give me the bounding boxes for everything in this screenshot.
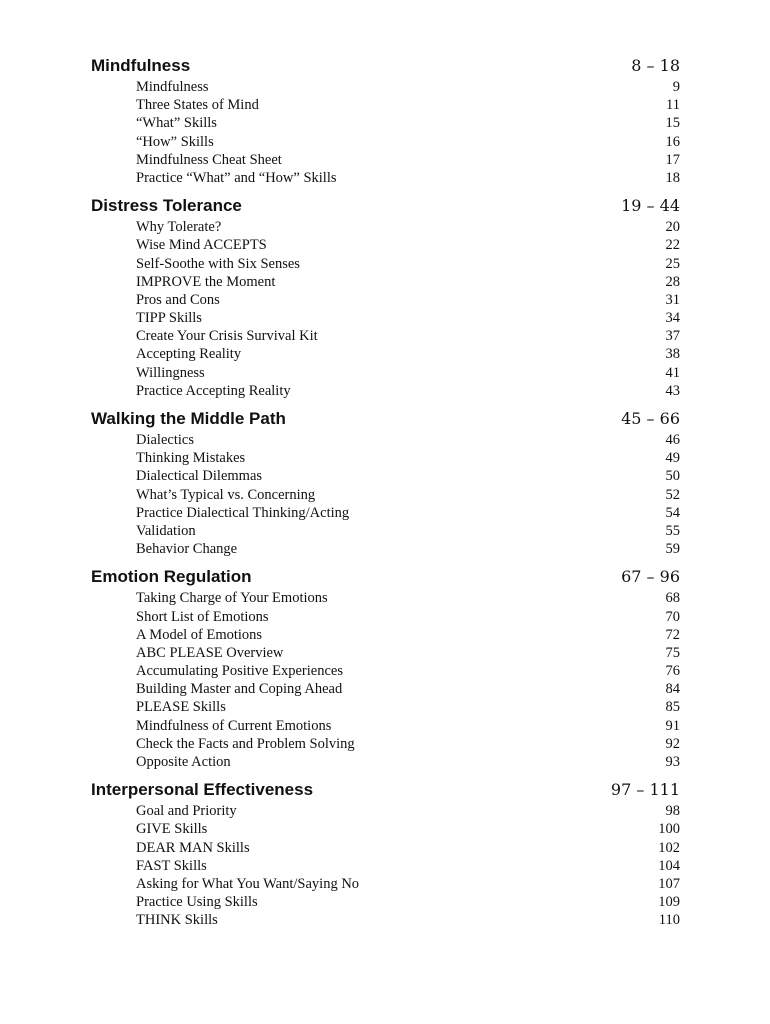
entry-title: Practice Dialectical Thinking/Acting bbox=[136, 504, 350, 521]
entry-page-number: 104 bbox=[658, 857, 680, 874]
section-header bbox=[91, 567, 680, 589]
entry-title: DEAR MAN Skills bbox=[136, 839, 250, 856]
entry-page-number: 68 bbox=[665, 590, 680, 607]
entry-title: A Model of Emotions bbox=[136, 626, 263, 643]
entry-title: Self-Soothe with Six Senses bbox=[136, 255, 300, 272]
section-title: Interpersonal Effectiveness bbox=[91, 780, 314, 800]
entry-page-number: 91 bbox=[665, 717, 680, 734]
section-header bbox=[91, 409, 680, 431]
entry-title: THINK Skills bbox=[136, 912, 218, 929]
toc-section bbox=[91, 567, 680, 772]
section-title: Emotion Regulation bbox=[91, 567, 252, 587]
entry-title: Three States of Mind bbox=[136, 97, 259, 114]
toc-entry bbox=[91, 840, 680, 858]
entry-title: What’s Typical vs. Concerning bbox=[136, 486, 316, 503]
toc-entry bbox=[91, 645, 680, 663]
entry-page-number: 85 bbox=[665, 699, 680, 716]
entry-title: Behavior Change bbox=[136, 541, 238, 558]
entry-page-number: 109 bbox=[658, 894, 680, 911]
section-title: Distress Tolerance bbox=[91, 196, 242, 216]
toc-entry bbox=[91, 432, 680, 450]
toc-entry bbox=[91, 487, 680, 505]
entry-page-number: 55 bbox=[665, 522, 680, 539]
entry-title: Mindfulness Cheat Sheet bbox=[136, 151, 282, 168]
entry-page-number: 11 bbox=[666, 97, 680, 114]
entry-page-number: 49 bbox=[665, 450, 680, 467]
toc-entry bbox=[91, 894, 680, 912]
toc-entry bbox=[91, 383, 680, 401]
entry-page-number: 38 bbox=[665, 346, 680, 363]
entry-title: Validation bbox=[136, 522, 196, 539]
toc-entry bbox=[91, 365, 680, 383]
toc-entry bbox=[91, 256, 680, 274]
toc-section bbox=[91, 780, 680, 930]
section-page-range: 67 – 96 bbox=[621, 567, 680, 587]
toc-entry bbox=[91, 803, 680, 821]
entry-title: FAST Skills bbox=[136, 857, 207, 874]
toc-entry bbox=[91, 237, 680, 255]
toc-entry bbox=[91, 590, 680, 608]
entry-page-number: 72 bbox=[665, 626, 680, 643]
toc-entry bbox=[91, 876, 680, 894]
entry-page-number: 18 bbox=[665, 169, 680, 186]
table-of-contents bbox=[91, 56, 680, 939]
entry-page-number: 54 bbox=[665, 504, 680, 521]
entry-title: Accumulating Positive Experiences bbox=[136, 663, 343, 680]
entry-title: Check the Facts and Problem Solving bbox=[136, 735, 355, 752]
toc-entry bbox=[91, 609, 680, 627]
entry-page-number: 75 bbox=[665, 644, 680, 661]
section-header bbox=[91, 56, 680, 78]
entry-page-number: 107 bbox=[658, 875, 680, 892]
toc-entry bbox=[91, 821, 680, 839]
entry-title: Practice Using Skills bbox=[136, 894, 258, 911]
entry-title: Building Master and Coping Ahead bbox=[136, 681, 343, 698]
entry-page-number: 84 bbox=[665, 681, 680, 698]
toc-entry bbox=[91, 736, 680, 754]
entry-page-number: 20 bbox=[665, 219, 680, 236]
entry-page-number: 37 bbox=[665, 328, 680, 345]
toc-entry bbox=[91, 912, 680, 930]
entry-title: Practice “What” and “How” Skills bbox=[136, 169, 337, 186]
entry-title: Willingness bbox=[136, 364, 205, 381]
entry-title: GIVE Skills bbox=[136, 821, 208, 838]
entry-title: Wise Mind ACCEPTS bbox=[136, 237, 267, 254]
entry-title: Dialectical Dilemmas bbox=[136, 468, 263, 485]
entry-page-number: 22 bbox=[665, 237, 680, 254]
entry-page-number: 31 bbox=[665, 291, 680, 308]
entry-page-number: 59 bbox=[665, 541, 680, 558]
toc-entry bbox=[91, 346, 680, 364]
entry-page-number: 43 bbox=[665, 382, 680, 399]
entry-page-number: 70 bbox=[665, 608, 680, 625]
entry-page-number: 110 bbox=[658, 912, 680, 929]
entry-page-number: 102 bbox=[658, 839, 680, 856]
toc-section bbox=[91, 409, 680, 559]
entry-page-number: 9 bbox=[672, 79, 680, 95]
toc-entry bbox=[91, 754, 680, 772]
section-page-range: 97 – 111 bbox=[610, 780, 680, 800]
toc-section bbox=[91, 56, 680, 188]
entry-page-number: 25 bbox=[665, 255, 680, 272]
toc-entry bbox=[91, 115, 680, 133]
toc-entry bbox=[91, 79, 680, 97]
entry-page-number: 28 bbox=[665, 273, 680, 290]
toc-entry bbox=[91, 152, 680, 170]
toc-entry bbox=[91, 627, 680, 645]
section-page-range: 45 – 66 bbox=[621, 409, 680, 428]
entry-page-number: 93 bbox=[665, 754, 680, 770]
entry-title: Taking Charge of Your Emotions bbox=[136, 590, 328, 607]
toc-section bbox=[91, 196, 680, 401]
entry-title: PLEASE Skills bbox=[136, 699, 226, 716]
entry-title: Opposite Action bbox=[136, 754, 231, 770]
toc-entry bbox=[91, 681, 680, 699]
entry-page-number: 46 bbox=[665, 432, 680, 448]
section-header bbox=[91, 196, 680, 218]
entry-page-number: 41 bbox=[665, 364, 680, 381]
entry-title: Practice Accepting Reality bbox=[136, 382, 291, 399]
toc-entry bbox=[91, 699, 680, 717]
toc-entry bbox=[91, 468, 680, 486]
entry-page-number: 76 bbox=[665, 663, 680, 680]
entry-title: Goal and Priority bbox=[136, 803, 237, 820]
toc-entry bbox=[91, 97, 680, 115]
entry-page-number: 50 bbox=[665, 468, 680, 485]
entry-title: Short List of Emotions bbox=[136, 608, 269, 625]
entry-page-number: 92 bbox=[665, 735, 680, 752]
entry-title: Pros and Cons bbox=[136, 291, 220, 308]
entry-title: TIPP Skills bbox=[136, 310, 202, 327]
entry-page-number: 17 bbox=[665, 151, 680, 168]
section-page-range: 8 – 18 bbox=[631, 56, 680, 75]
entry-title: ABC PLEASE Overview bbox=[136, 644, 284, 661]
toc-entry bbox=[91, 219, 680, 237]
entry-title: Asking for What You Want/Saying No bbox=[136, 875, 360, 892]
entry-title: Mindfulness of Current Emotions bbox=[136, 717, 332, 734]
toc-entry bbox=[91, 274, 680, 292]
toc-entry bbox=[91, 663, 680, 681]
toc-entry bbox=[91, 505, 680, 523]
toc-entry bbox=[91, 718, 680, 736]
toc-entry bbox=[91, 170, 680, 188]
entry-page-number: 15 bbox=[665, 115, 680, 132]
section-header bbox=[91, 780, 680, 802]
section-title: Walking the Middle Path bbox=[91, 409, 286, 428]
entry-page-number: 16 bbox=[665, 133, 680, 150]
entry-page-number: 52 bbox=[665, 486, 680, 503]
toc-entry bbox=[91, 523, 680, 541]
entry-title: Thinking Mistakes bbox=[136, 450, 246, 467]
toc-entry bbox=[91, 858, 680, 876]
entry-title: Create Your Crisis Survival Kit bbox=[136, 328, 318, 345]
entry-page-number: 98 bbox=[665, 803, 680, 820]
entry-title: Why Tolerate? bbox=[136, 219, 222, 236]
entry-title: Dialectics bbox=[136, 432, 194, 448]
entry-title: Mindfulness bbox=[136, 79, 209, 95]
toc-entry bbox=[91, 292, 680, 310]
section-page-range: 19 – 44 bbox=[621, 196, 680, 216]
entry-page-number: 100 bbox=[658, 821, 680, 838]
entry-page-number: 34 bbox=[665, 310, 680, 327]
toc-entry bbox=[91, 310, 680, 328]
entry-title: IMPROVE the Moment bbox=[136, 273, 276, 290]
toc-entry bbox=[91, 134, 680, 152]
entry-title: Accepting Reality bbox=[136, 346, 242, 363]
toc-entry bbox=[91, 541, 680, 559]
entry-title: “What” Skills bbox=[136, 115, 217, 132]
entry-title: “How” Skills bbox=[136, 133, 214, 150]
toc-entry bbox=[91, 450, 680, 468]
section-title: Mindfulness bbox=[91, 56, 191, 75]
toc-entry bbox=[91, 328, 680, 346]
